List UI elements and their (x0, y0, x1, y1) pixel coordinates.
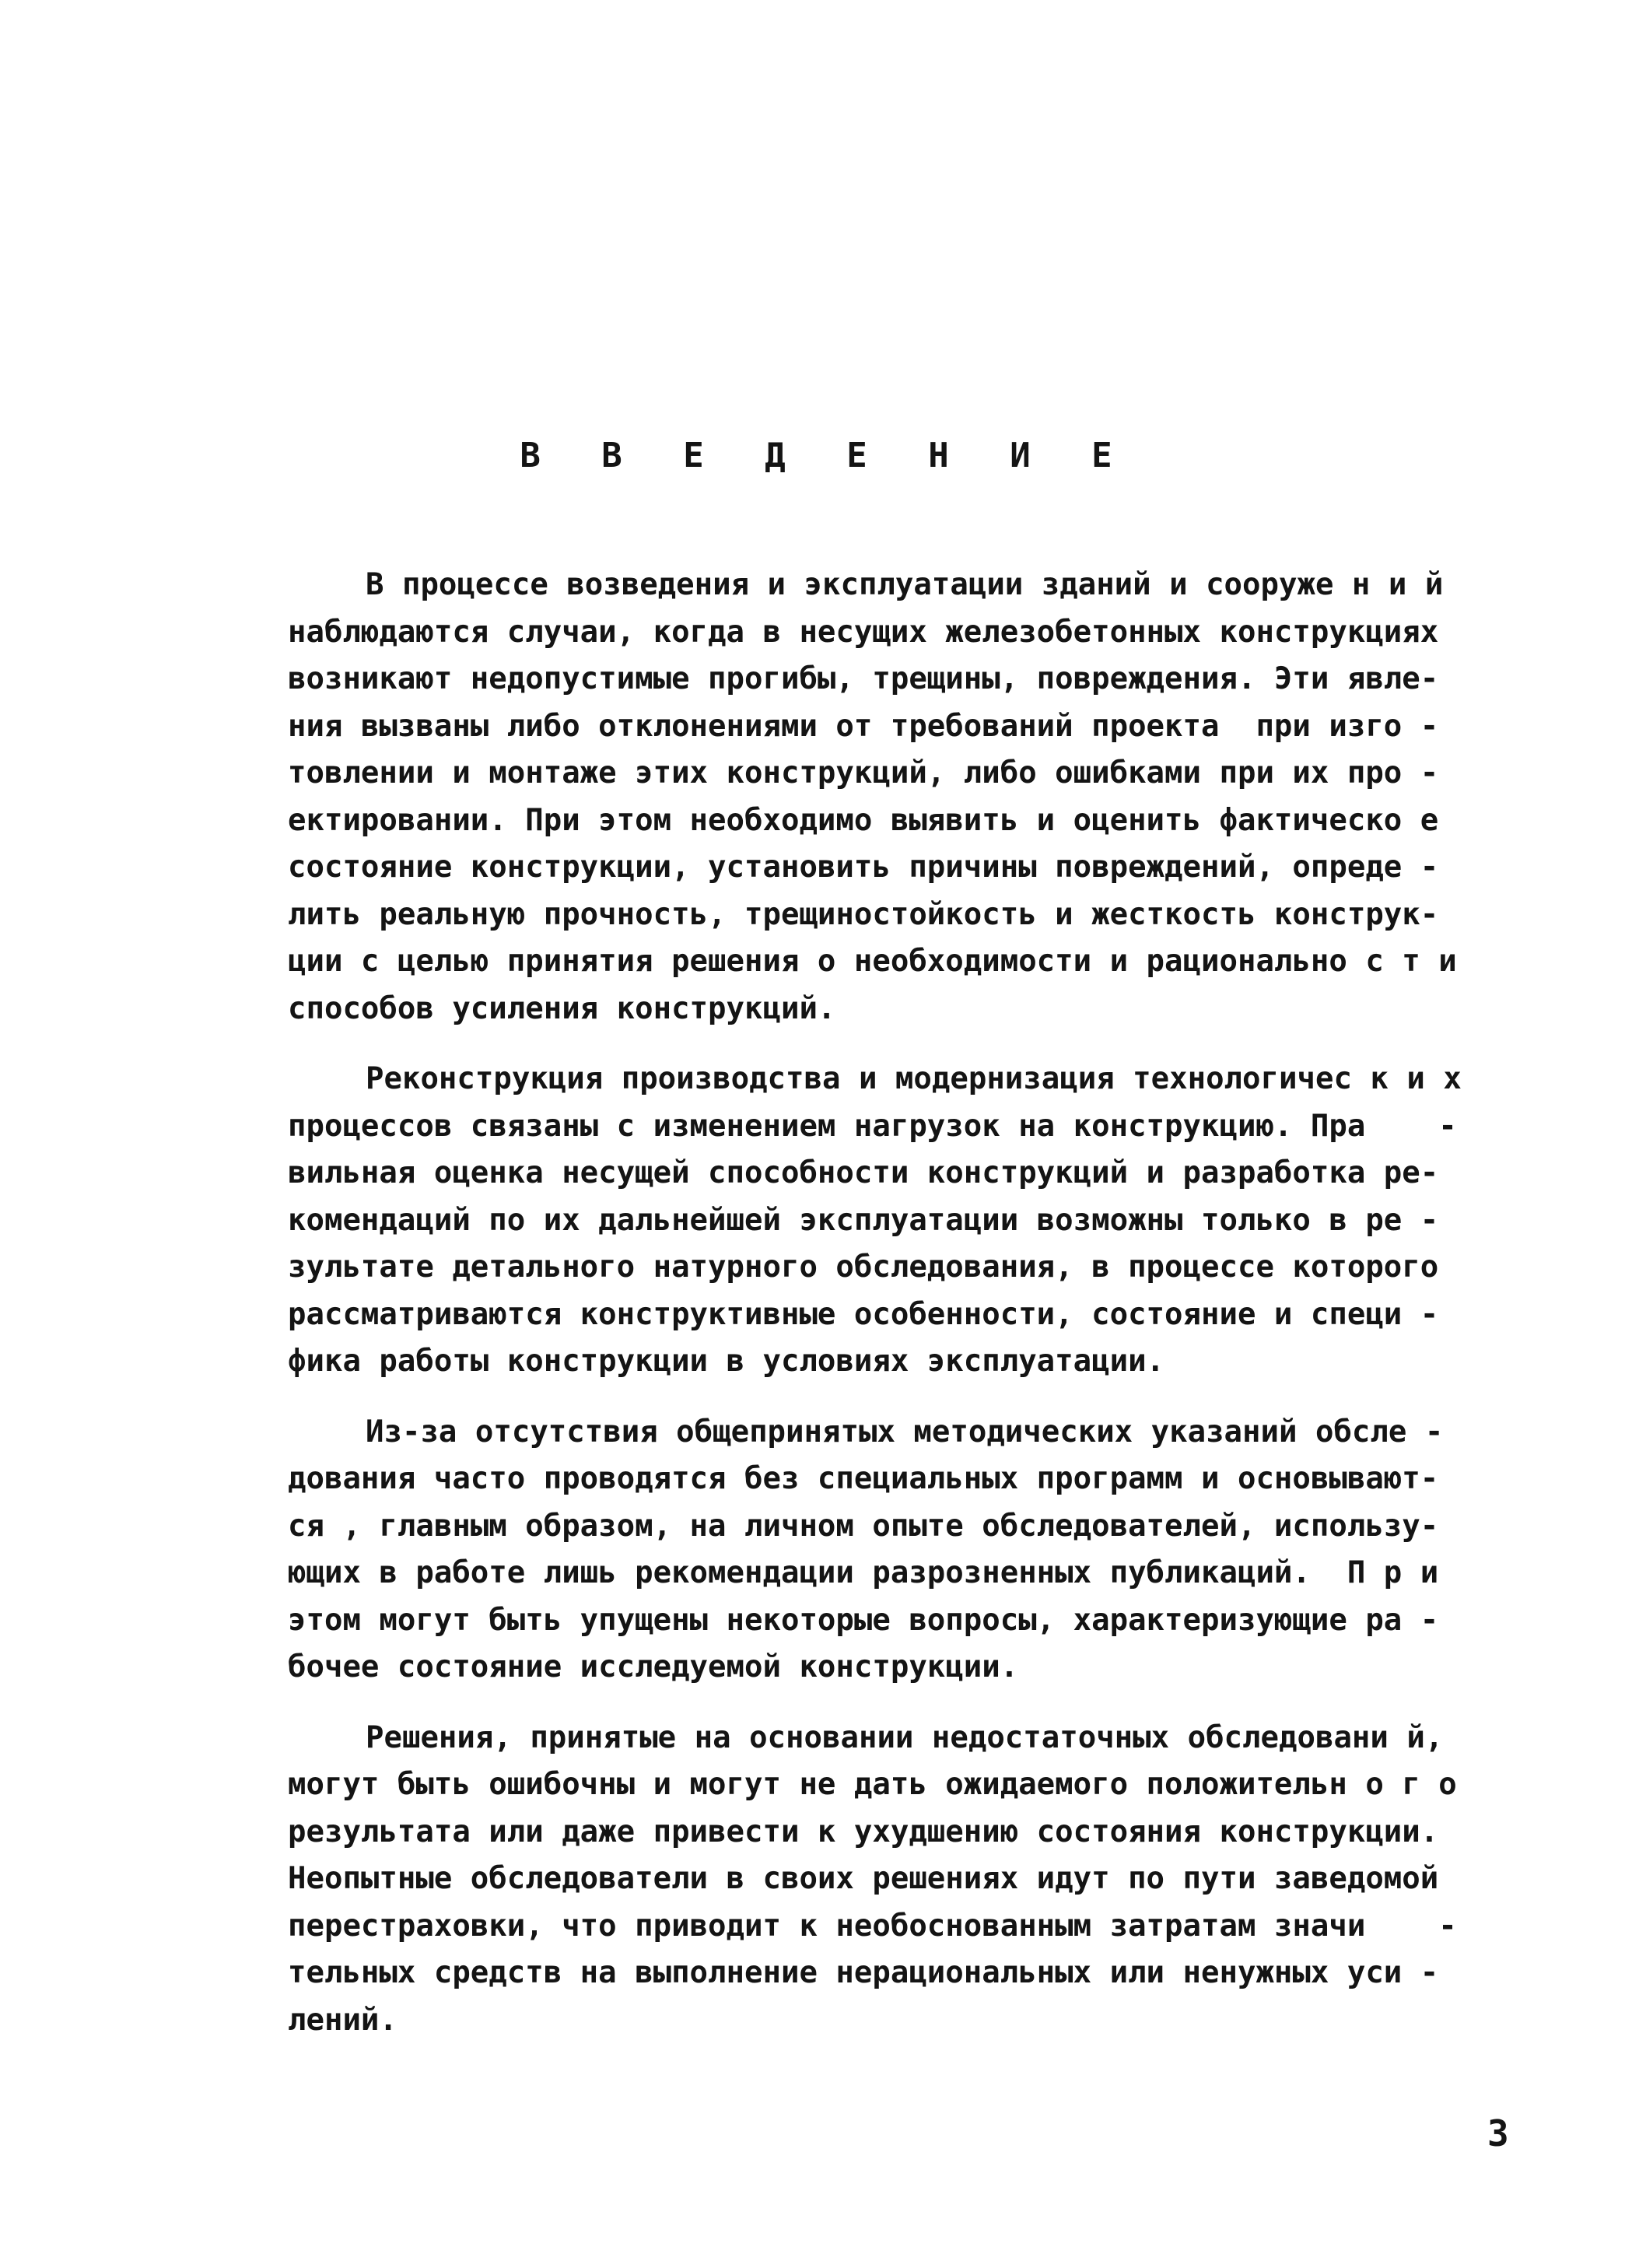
paragraph-2 (288, 1056, 1508, 1386)
text-line: процессов связаны с изменением нагрузок на конструкцию. Пра - (288, 1108, 1457, 1144)
page-title: В В Е Д Е Н И Е (520, 436, 1133, 475)
text-line: состояние конструкции, установить причины повреждений, опреде - (288, 850, 1439, 885)
paragraph-3 (288, 1409, 1508, 1691)
text-line: В процессе возведения и эксплуатации зданий и сооруже н и й (366, 567, 1444, 602)
text-line: комендаций по их дальнейшей эксплуатации возможны только в ре - (288, 1202, 1439, 1238)
text-line: могут быть ошибочны и могут не дать ожидаемого положительн о г о (288, 1767, 1457, 1802)
text-line: зультате детального натурного обследования, в процессе которого (288, 1250, 1439, 1285)
text-line: Реконструкция производства и модернизация технологичес к и х (366, 1061, 1462, 1096)
text-line: возникают недопустимые прогибы, трещины, повреждения. Эти явле- (288, 661, 1439, 696)
body-text (288, 562, 1508, 2067)
text-line: ющих в работе лишь рекомендации разрозненных публикаций. П р и (288, 1555, 1439, 1590)
text-line: лений. (288, 2002, 397, 2038)
paragraph-4 (288, 1715, 1508, 2045)
text-line: способов усиления конструкций. (288, 990, 836, 1026)
text-line: тельных средств на выполнение нерациональных или ненужных уси - (288, 1955, 1439, 1990)
text-line: дования часто проводятся без специальных программ и основывают- (288, 1461, 1439, 1496)
text-line: бочее состояние исследуемой конструкции. (288, 1649, 1019, 1684)
text-line: Решения, принятые на основании недостаточных обследовани й, (366, 1719, 1444, 1755)
text-line: Неопытные обследователи в своих решениях идут по пути заведомой (288, 1861, 1439, 1896)
text-line: фика работы конструкции в условиях эксплуатации. (288, 1344, 1165, 1379)
text-line: вильная оценка несущей способности конструкций и разработка ре- (288, 1155, 1439, 1190)
text-line: ектировании. При этом необходимо выявить и оценить фактическо е (288, 802, 1439, 838)
text-line: этом могут быть упущены некоторые вопросы, характеризующие ра - (288, 1602, 1439, 1638)
paragraph-1 (288, 562, 1508, 1032)
text-line: ся , главным образом, на личном опыте обследователей, использу- (288, 1508, 1439, 1544)
text-line: наблюдаются случаи, когда в несущих железобетонных конструкциях (288, 614, 1439, 650)
text-line: ния вызваны либо отклонениями от требований проекта при изго - (288, 708, 1439, 744)
text-line: результата или даже привести к ухудшению состояния конструкции. (288, 1814, 1439, 1849)
text-line: товлении и монтаже этих конструкций, либо ошибками при их про - (288, 755, 1439, 790)
text-line: рассматриваются конструктивные особенности, состояние и специ - (288, 1296, 1439, 1332)
text-line: перестраховки, что приводит к необоснованным затратам значи - (288, 1908, 1457, 1944)
text-line: Из-за отсутствия общепринятых методических указаний обсле - (366, 1414, 1444, 1449)
text-line: ции с целью принятия решения о необходимости и рационально с т и (288, 944, 1457, 979)
text-line: лить реальную прочность, трещиностойкость и жесткость конструк- (288, 896, 1439, 932)
page-number: 3 (1487, 2112, 1509, 2154)
